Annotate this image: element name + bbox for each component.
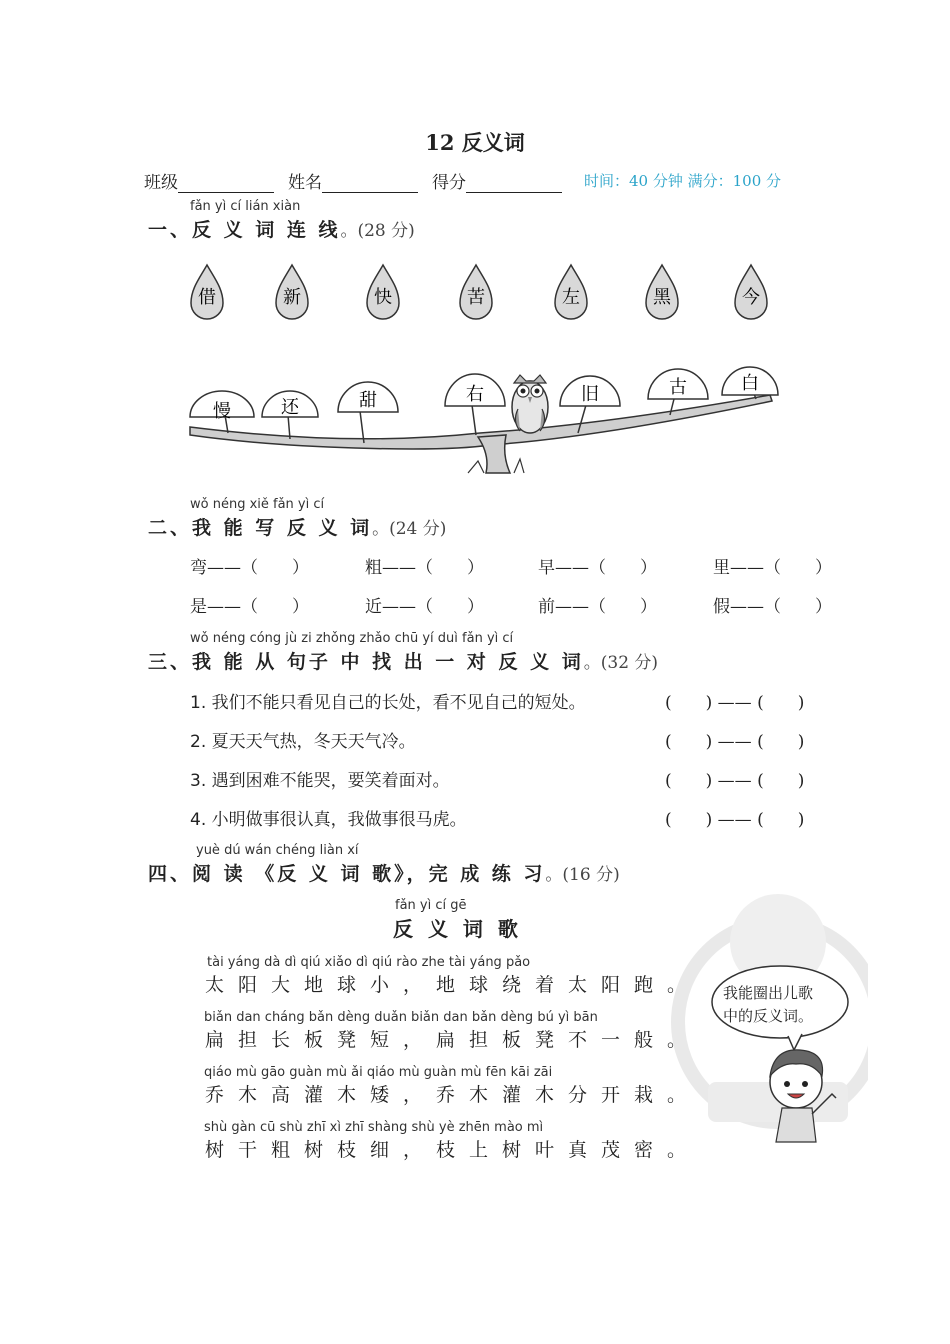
leaf-char: 白 bbox=[741, 373, 759, 394]
antonym-item[interactable]: 粗——（ ） bbox=[365, 558, 484, 578]
poem-line-pinyin: shù gàn cū shù zhī xì zhī shàng shù yè zhēn mào mì bbox=[204, 1120, 544, 1135]
section2-pinyin: wǒ néng xiě fǎn yì cí bbox=[190, 497, 325, 512]
name-blank[interactable] bbox=[322, 174, 418, 193]
section4-pinyin: yuè dú wán chéng liàn xí bbox=[196, 843, 359, 858]
poem-title-pinyin: fǎn yì cí gē bbox=[395, 898, 467, 913]
antonym-item[interactable]: 前——（ ） bbox=[538, 597, 657, 617]
drop-3[interactable] bbox=[367, 265, 399, 319]
section3-title bbox=[148, 647, 658, 674]
name-label: 姓名 bbox=[288, 173, 322, 193]
leaf-7[interactable] bbox=[722, 367, 778, 395]
section4-score: 。(16 分) bbox=[545, 865, 620, 885]
leaf-6[interactable] bbox=[648, 369, 708, 399]
answer-blank-1[interactable]: ( ) —— ( ) bbox=[665, 693, 805, 713]
section1-score: 。(28 分) bbox=[340, 221, 415, 241]
class-blank[interactable] bbox=[178, 174, 274, 193]
leaf-3[interactable] bbox=[338, 382, 398, 412]
poem-line: 太阳大地球小，地球绕着太阳跑。 bbox=[205, 974, 701, 996]
question-3: 3. 遇到困难不能哭，要笑着面对。 bbox=[190, 771, 450, 791]
section1-title bbox=[148, 215, 415, 242]
class-field bbox=[144, 168, 274, 193]
antonym-item[interactable]: 近——（ ） bbox=[365, 597, 484, 617]
section4-title bbox=[148, 859, 620, 886]
leaf-char: 慢 bbox=[213, 401, 231, 422]
antonym-item[interactable]: 弯——（ ） bbox=[190, 558, 309, 578]
section3-heading: 三、我 能 从 句子 中 找 出 一 对 反 义 词 bbox=[148, 651, 584, 673]
drop-6[interactable] bbox=[646, 265, 678, 319]
drop-char: 黑 bbox=[653, 287, 671, 308]
drop-2[interactable] bbox=[276, 265, 308, 319]
section3-pinyin: wǒ néng cóng jù zi zhǒng zhǎo chū yí duì fǎn yì cí bbox=[190, 631, 514, 646]
score-field bbox=[432, 168, 562, 193]
poem-line: 乔木高灌木矮，乔木灌木分开栽。 bbox=[205, 1084, 701, 1106]
antonym-item[interactable]: 早——（ ） bbox=[538, 558, 657, 578]
leaf-char: 还 bbox=[281, 397, 299, 418]
bubble-line-2: 中的反义词。 bbox=[723, 1007, 814, 1025]
poem-line-pinyin: qiáo mù gāo guàn mù ǎi qiáo mù guàn mù fēn kāi zāi bbox=[204, 1065, 553, 1080]
antonym-item[interactable]: 是——（ ） bbox=[190, 597, 309, 617]
section2-heading: 二、我 能 写 反 义 词 bbox=[148, 517, 373, 539]
poem-line-pinyin: tài yáng dà dì qiú xiǎo dì qiú rào zhe tài yáng pǎo bbox=[207, 955, 531, 970]
section3-score: 。(32 分) bbox=[583, 653, 659, 673]
poem-title: 反 义 词 歌 bbox=[393, 917, 522, 941]
page-title: 12 反义词 bbox=[425, 130, 525, 155]
question-4: 4. 小明做事很认真，我做事很马虎。 bbox=[190, 810, 467, 830]
leaf-char: 旧 bbox=[581, 384, 599, 405]
section2-score: 。(24 分) bbox=[372, 519, 447, 539]
leaf-1[interactable] bbox=[190, 391, 254, 422]
score-blank[interactable] bbox=[466, 174, 562, 193]
drop-4[interactable] bbox=[460, 265, 492, 319]
drop-1[interactable] bbox=[191, 265, 223, 319]
leaf-char: 右 bbox=[466, 384, 484, 405]
answer-blank-2[interactable]: ( ) —— ( ) bbox=[665, 732, 805, 752]
drops-row bbox=[191, 265, 767, 319]
section1-pinyin: fǎn yì cí lián xiàn bbox=[190, 199, 301, 214]
answer-blank-3[interactable]: ( ) —— ( ) bbox=[665, 771, 805, 791]
matching-illustration bbox=[150, 255, 810, 485]
time-info: 时间：40 分钟 满分：100 分 bbox=[584, 172, 782, 190]
poem-line: 扁担长板凳短，扁担板凳不一般。 bbox=[205, 1029, 701, 1051]
leaf-4[interactable] bbox=[445, 374, 505, 406]
drop-7[interactable] bbox=[735, 265, 767, 319]
leaf-5[interactable] bbox=[560, 376, 620, 406]
owl-icon bbox=[512, 375, 548, 433]
name-field bbox=[288, 168, 418, 193]
section1-heading: 一、反 义 词 连 线 bbox=[148, 219, 341, 241]
drop-char: 左 bbox=[562, 287, 580, 308]
section2-title bbox=[148, 513, 446, 540]
drop-5[interactable] bbox=[555, 265, 587, 319]
score-label: 得分 bbox=[432, 173, 466, 193]
antonym-item[interactable]: 假——（ ） bbox=[713, 597, 832, 617]
poem-line: 树干粗树枝细，枝上树叶真茂密。 bbox=[205, 1139, 701, 1161]
question-1: 1. 我们不能只看见自己的长处，看不见自己的短处。 bbox=[190, 693, 586, 713]
drop-char: 苦 bbox=[467, 287, 485, 308]
drop-char: 借 bbox=[198, 287, 216, 308]
class-label: 班级 bbox=[144, 173, 178, 193]
leaf-2[interactable] bbox=[262, 391, 318, 418]
section4-heading: 四、阅 读 《反 义 词 歌》，完 成 练 习 bbox=[148, 863, 546, 885]
drop-char: 新 bbox=[283, 287, 301, 308]
poem-line-pinyin: biǎn dan cháng bǎn dèng duǎn biǎn dan bǎn dèng bú yì bān bbox=[204, 1010, 598, 1025]
leaf-char: 古 bbox=[669, 377, 687, 398]
drop-char: 快 bbox=[374, 287, 392, 308]
bubble-line-1: 我能圈出儿歌 bbox=[723, 984, 814, 1002]
antonym-item[interactable]: 里——（ ） bbox=[713, 558, 832, 578]
drop-char: 今 bbox=[742, 287, 760, 308]
answer-blank-4[interactable]: ( ) —— ( ) bbox=[665, 810, 805, 830]
leaf-char: 甜 bbox=[359, 390, 377, 411]
question-2: 2. 夏天天气热，冬天天气冷。 bbox=[190, 732, 416, 752]
